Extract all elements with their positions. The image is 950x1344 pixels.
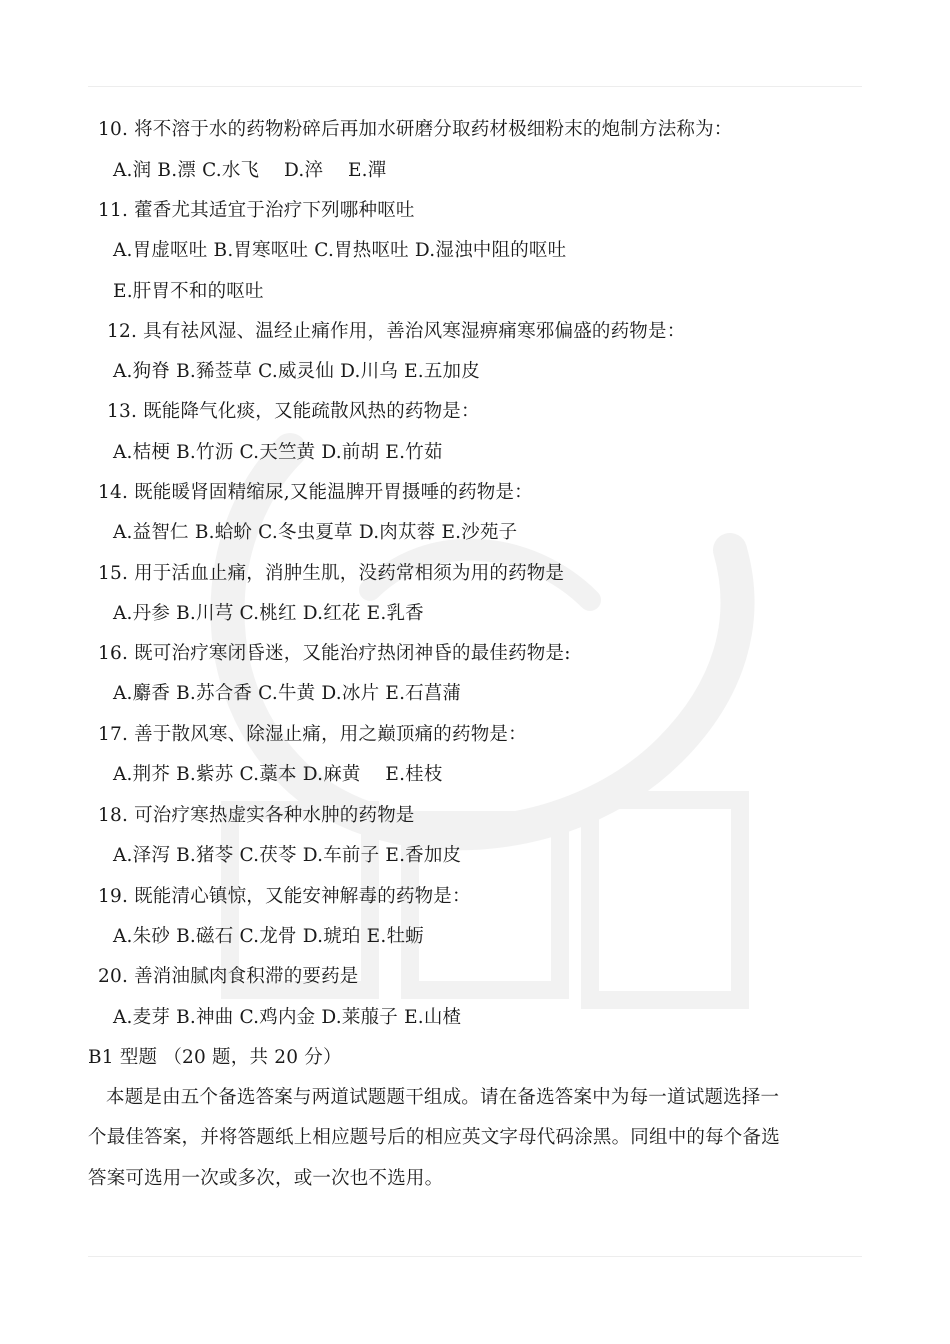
question-20-options: A.麦芽 B.神曲 C.鸡内金 D.莱菔子 E.山楂 (113, 1007, 462, 1028)
question-19-stem: 19. 既能清心镇惊，又能安神解毒的药物是： (98, 886, 471, 907)
question-13-stem: 13. 既能降气化痰，又能疏散风热的药物是： (107, 401, 480, 422)
question-15-options: A.丹参 B.川芎 C.桃红 D.红花 E.乳香 (113, 603, 424, 624)
question-11-stem: 11. 藿香尤其适宜于治疗下列哪种呕吐 (98, 200, 415, 221)
section-paragraph-line-2: 个最佳答案，并将答题纸上相应题号后的相应英文字母代码涂黑。同组中的每个备选 (88, 1127, 780, 1148)
bottom-rule (88, 1256, 862, 1257)
question-10-options: A.润 B.漂 C.水飞 D.淬 E.潬 (113, 160, 387, 181)
question-12-stem: 12. 具有祛风湿、温经止痛作用，善治风寒湿痹痛寒邪偏盛的药物是： (107, 321, 686, 342)
section-paragraph-line-3: 答案可选用一次或多次，或一次也不选用。 (88, 1168, 444, 1189)
question-16-stem: 16. 既可治疗寒闭昏迷，又能治疗热闭神昏的最佳药物是: (98, 643, 571, 664)
section-paragraph-line-1: 本题是由五个备选答案与两道试题题干组成。请在备选答案中为每一道试题选择一 (106, 1087, 780, 1108)
question-14-options: A.益智仁 B.蛤蚧 C.冬虫夏草 D.肉苁蓉 E.沙苑子 (113, 522, 518, 543)
question-18-options: A.泽泻 B.猪苓 C.茯苓 D.车前子 E.香加皮 (113, 845, 462, 866)
question-13-options: A.桔梗 B.竹沥 C.天竺黄 D.前胡 E.竹茹 (113, 442, 443, 463)
question-10-stem: 10. 将不溶于水的药物粉碎后再加水研磨分取药材极细粉末的炮制方法称为： (98, 119, 733, 140)
top-rule (88, 86, 862, 87)
question-20-stem: 20. 善消油腻肉食积滞的要药是 (98, 966, 359, 987)
question-12-options: A.狗脊 B.豨莶草 C.威灵仙 D.川乌 E.五加皮 (113, 361, 480, 382)
question-14-stem: 14. 既能暖肾固精缩尿,又能温脾开胃摄唾的药物是： (98, 482, 533, 503)
question-11-options-cont: E.肝胃不和的呕吐 (113, 281, 264, 302)
section-title: B1 型题 （20 题，共 20 分） (88, 1047, 342, 1068)
question-19-options: A.朱砂 B.磁石 C.龙骨 D.琥珀 E.牡蛎 (113, 926, 424, 947)
question-15-stem: 15. 用于活血止痛，消肿生肌，没药常相须为用的药物是 (98, 563, 565, 584)
question-17-options: A.荆芥 B.紫苏 C.藁本 D.麻黄 E.桂枝 (113, 764, 443, 785)
question-16-options: A.麝香 B.苏合香 C.牛黄 D.冰片 E.石菖蒲 (113, 683, 462, 704)
question-11-options: A.胃虚呕吐 B.胃寒呕吐 C.胃热呕吐 D.湿浊中阻的呕吐 (113, 240, 567, 261)
question-17-stem: 17. 善于散风寒、除湿止痛，用之巅顶痛的药物是： (98, 724, 527, 745)
question-18-stem: 18. 可治疗寒热虚实各种水肿的药物是 (98, 805, 415, 826)
